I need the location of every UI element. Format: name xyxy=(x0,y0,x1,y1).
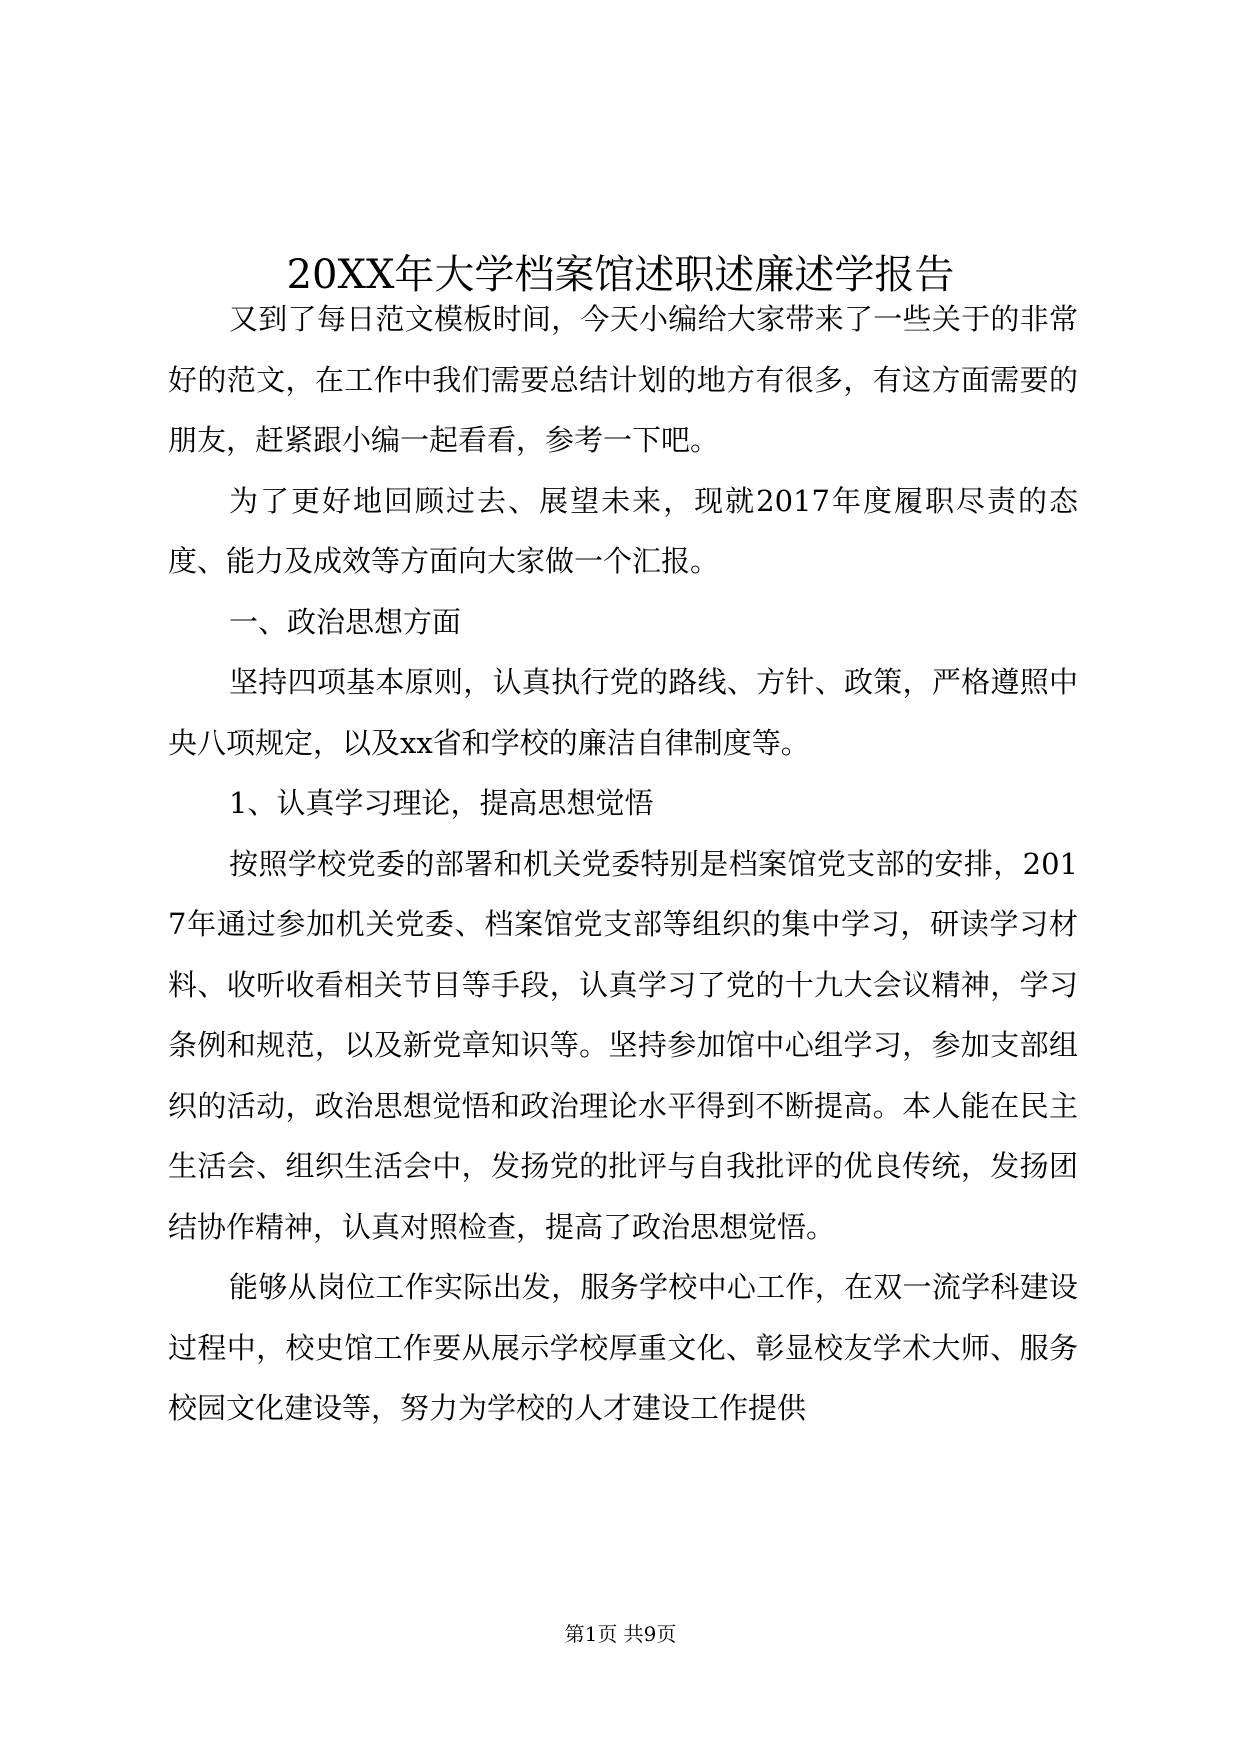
paragraph-purpose: 为了更好地回顾过去、展望未来，现就2017年度履职尽责的态度、能力及成效等方面向大家做一个汇报。 xyxy=(168,483,1078,578)
document-body xyxy=(168,289,1078,1439)
section-heading-political: 一、政治思想方面 xyxy=(229,604,462,639)
subsection-heading-study: 1、认真学习理论，提高思想觉悟 xyxy=(229,786,654,820)
paragraph-work: 能够从岗位工作实际出发，服务学校中心工作，在双一流学科建设过程中，校史馆工作要从展示学校厚重文化、彰显校友学术大师、服务校园文化建设等，努力为学校的人才建设工作提供 xyxy=(168,1270,1078,1425)
page-footer: 第1页 共9页 xyxy=(564,1622,677,1646)
paragraph-intro: 又到了每日范文模板时间，今天小编给大家带来了一些关于的非常好的范文，在工作中我们需要总结计划的地方有很多，有这方面需要的朋友，赶紧跟小编一起看看，参考一下吧。 xyxy=(168,302,1078,457)
paragraph-study: 按照学校党委的部署和机关党委特别是档案馆党支部的安排，2017年通过参加机关党委、档案馆党支部等组织的集中学习，研读学习材料、收听收看相关节目等手段，认真学习了党的十九大会议精神，学习条例和规范，以及新党章知识等。坚持参加馆中心组学习，参加支部组织的活动，政治思想觉悟和政治理论水平得到不断提高。本人能在民主生活会、组织生活会中，发扬党的批评与自我批评的优良传统，发扬团结协作精神，认真对照检查，提高了政治思想觉悟。 xyxy=(168,846,1078,1244)
paragraph-principles: 坚持四项基本原则，认真执行党的路线、方针、政策，严格遵照中央八项规定，以及xx省和学校的廉洁自律制度等。 xyxy=(168,665,1078,760)
document-title: 20XX年大学档案馆述职述廉述学报告 xyxy=(286,251,955,298)
